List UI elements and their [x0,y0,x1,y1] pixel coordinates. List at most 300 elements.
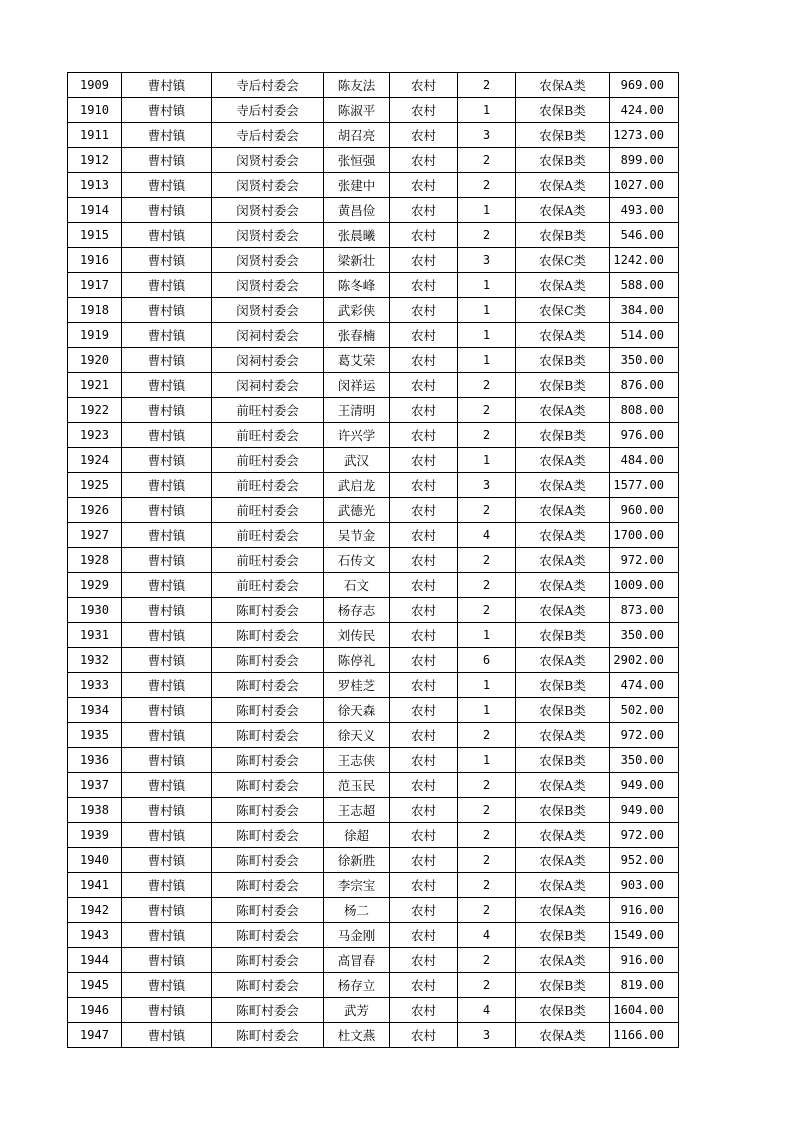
person-name-cell: 范玉民 [324,773,390,798]
table-row [68,473,679,498]
town-cell: 曹村镇 [122,973,212,998]
amount-cell: 819.00 [610,973,679,998]
household-type-cell: 农村 [390,73,458,98]
amount-cell: 972.00 [610,548,679,573]
village-committee-cell: 前旺村委会 [212,448,324,473]
person-name-cell: 闵祥运 [324,373,390,398]
row-number-cell: 1943 [68,923,122,948]
insurance-category-cell: 农保C类 [516,298,610,323]
row-number-cell: 1932 [68,648,122,673]
table-row [68,173,679,198]
household-type-cell: 农村 [390,448,458,473]
household-type-cell: 农村 [390,848,458,873]
table-body [68,73,679,1048]
insurance-category-cell: 农保A类 [516,73,610,98]
household-type-cell: 农村 [390,348,458,373]
insurance-category-cell: 农保A类 [516,598,610,623]
town-cell: 曹村镇 [122,123,212,148]
insurance-category-cell: 农保A类 [516,948,610,973]
town-cell: 曹村镇 [122,673,212,698]
household-type-cell: 农村 [390,623,458,648]
town-cell: 曹村镇 [122,648,212,673]
person-name-cell: 杨存立 [324,973,390,998]
town-cell: 曹村镇 [122,823,212,848]
person-name-cell: 徐天义 [324,723,390,748]
village-committee-cell: 前旺村委会 [212,398,324,423]
household-size-cell: 1 [458,198,516,223]
person-name-cell: 武启龙 [324,473,390,498]
town-cell: 曹村镇 [122,848,212,873]
table-row [68,548,679,573]
amount-cell: 424.00 [610,98,679,123]
household-type-cell: 农村 [390,648,458,673]
village-committee-cell: 闵贤村委会 [212,298,324,323]
town-cell: 曹村镇 [122,73,212,98]
town-cell: 曹村镇 [122,573,212,598]
village-committee-cell: 陈町村委会 [212,848,324,873]
household-size-cell: 3 [458,123,516,148]
household-size-cell: 4 [458,523,516,548]
row-number-cell: 1927 [68,523,122,548]
person-name-cell: 胡召亮 [324,123,390,148]
row-number-cell: 1936 [68,748,122,773]
table-row [68,73,679,98]
town-cell: 曹村镇 [122,898,212,923]
amount-cell: 1604.00 [610,998,679,1023]
household-type-cell: 农村 [390,998,458,1023]
row-number-cell: 1934 [68,698,122,723]
table-row [68,748,679,773]
insurance-category-cell: 农保C类 [516,248,610,273]
household-size-cell: 1 [458,298,516,323]
amount-cell: 1577.00 [610,473,679,498]
village-committee-cell: 陈町村委会 [212,1023,324,1048]
insurance-category-cell: 农保A类 [516,723,610,748]
table-row [68,448,679,473]
household-size-cell: 4 [458,923,516,948]
town-cell: 曹村镇 [122,998,212,1023]
village-committee-cell: 闵贤村委会 [212,223,324,248]
household-type-cell: 农村 [390,123,458,148]
amount-cell: 873.00 [610,598,679,623]
table-row [68,1023,679,1048]
row-number-cell: 1937 [68,773,122,798]
household-type-cell: 农村 [390,223,458,248]
household-type-cell: 农村 [390,573,458,598]
insurance-category-cell: 农保B类 [516,673,610,698]
row-number-cell: 1946 [68,998,122,1023]
town-cell: 曹村镇 [122,1023,212,1048]
insurance-category-cell: 农保A类 [516,848,610,873]
table-row [68,223,679,248]
village-committee-cell: 陈町村委会 [212,773,324,798]
row-number-cell: 1925 [68,473,122,498]
village-committee-cell: 前旺村委会 [212,498,324,523]
insurance-category-cell: 农保B类 [516,748,610,773]
town-cell: 曹村镇 [122,273,212,298]
person-name-cell: 张晨曦 [324,223,390,248]
row-number-cell: 1939 [68,823,122,848]
table-row [68,973,679,998]
person-name-cell: 武德光 [324,498,390,523]
table-row [68,698,679,723]
town-cell: 曹村镇 [122,523,212,548]
amount-cell: 493.00 [610,198,679,223]
village-committee-cell: 前旺村委会 [212,473,324,498]
row-number-cell: 1944 [68,948,122,973]
table-row [68,823,679,848]
town-cell: 曹村镇 [122,873,212,898]
table-row [68,648,679,673]
household-size-cell: 2 [458,423,516,448]
person-name-cell: 葛艾荣 [324,348,390,373]
row-number-cell: 1919 [68,323,122,348]
village-committee-cell: 寺后村委会 [212,98,324,123]
village-committee-cell: 陈町村委会 [212,598,324,623]
insurance-category-cell: 农保A类 [516,498,610,523]
row-number-cell: 1915 [68,223,122,248]
household-size-cell: 2 [458,498,516,523]
row-number-cell: 1917 [68,273,122,298]
household-type-cell: 农村 [390,973,458,998]
insurance-category-cell: 农保B类 [516,973,610,998]
town-cell: 曹村镇 [122,498,212,523]
town-cell: 曹村镇 [122,398,212,423]
row-number-cell: 1910 [68,98,122,123]
amount-cell: 976.00 [610,423,679,448]
town-cell: 曹村镇 [122,348,212,373]
insurance-category-cell: 农保B类 [516,373,610,398]
household-size-cell: 4 [458,998,516,1023]
insurance-category-cell: 农保A类 [516,323,610,348]
person-name-cell: 黄昌俭 [324,198,390,223]
row-number-cell: 1938 [68,798,122,823]
household-size-cell: 2 [458,398,516,423]
person-name-cell: 徐天森 [324,698,390,723]
insurance-category-cell: 农保B类 [516,348,610,373]
amount-cell: 502.00 [610,698,679,723]
row-number-cell: 1913 [68,173,122,198]
row-number-cell: 1940 [68,848,122,873]
household-size-cell: 2 [458,973,516,998]
household-type-cell: 农村 [390,298,458,323]
town-cell: 曹村镇 [122,598,212,623]
household-type-cell: 农村 [390,598,458,623]
village-committee-cell: 前旺村委会 [212,548,324,573]
person-name-cell: 武芳 [324,998,390,1023]
amount-cell: 514.00 [610,323,679,348]
village-committee-cell: 陈町村委会 [212,698,324,723]
amount-cell: 952.00 [610,848,679,873]
allowance-table [67,72,679,1048]
table-row [68,273,679,298]
person-name-cell: 马金刚 [324,923,390,948]
insurance-category-cell: 农保B类 [516,798,610,823]
person-name-cell: 徐超 [324,823,390,848]
amount-cell: 972.00 [610,723,679,748]
row-number-cell: 1935 [68,723,122,748]
amount-cell: 960.00 [610,498,679,523]
village-committee-cell: 前旺村委会 [212,523,324,548]
household-type-cell: 农村 [390,373,458,398]
town-cell: 曹村镇 [122,173,212,198]
village-committee-cell: 陈町村委会 [212,723,324,748]
town-cell: 曹村镇 [122,373,212,398]
household-size-cell: 1 [458,323,516,348]
household-type-cell: 农村 [390,148,458,173]
village-committee-cell: 闵祠村委会 [212,348,324,373]
person-name-cell: 梁新壮 [324,248,390,273]
village-committee-cell: 陈町村委会 [212,973,324,998]
town-cell: 曹村镇 [122,423,212,448]
amount-cell: 1273.00 [610,123,679,148]
amount-cell: 588.00 [610,273,679,298]
village-committee-cell: 前旺村委会 [212,423,324,448]
table-row [68,523,679,548]
person-name-cell: 陈淑平 [324,98,390,123]
town-cell: 曹村镇 [122,223,212,248]
row-number-cell: 1933 [68,673,122,698]
table-row [68,98,679,123]
household-type-cell: 农村 [390,823,458,848]
household-size-cell: 3 [458,248,516,273]
town-cell: 曹村镇 [122,773,212,798]
household-type-cell: 农村 [390,173,458,198]
household-type-cell: 农村 [390,898,458,923]
row-number-cell: 1922 [68,398,122,423]
table-row [68,848,679,873]
table-row [68,998,679,1023]
person-name-cell: 张建中 [324,173,390,198]
household-size-cell: 1 [458,98,516,123]
table-row [68,948,679,973]
amount-cell: 1009.00 [610,573,679,598]
person-name-cell: 杨存志 [324,598,390,623]
table-row [68,498,679,523]
row-number-cell: 1929 [68,573,122,598]
person-name-cell: 武汉 [324,448,390,473]
row-number-cell: 1926 [68,498,122,523]
insurance-category-cell: 农保A类 [516,823,610,848]
household-type-cell: 农村 [390,98,458,123]
household-type-cell: 农村 [390,673,458,698]
table-row [68,923,679,948]
table-row [68,673,679,698]
household-size-cell: 1 [458,273,516,298]
insurance-category-cell: 农保A类 [516,548,610,573]
household-type-cell: 农村 [390,273,458,298]
village-committee-cell: 陈町村委会 [212,898,324,923]
village-committee-cell: 闵祠村委会 [212,323,324,348]
amount-cell: 1166.00 [610,1023,679,1048]
amount-cell: 350.00 [610,623,679,648]
insurance-category-cell: 农保A类 [516,448,610,473]
village-committee-cell: 陈町村委会 [212,648,324,673]
town-cell: 曹村镇 [122,473,212,498]
person-name-cell: 武彩侠 [324,298,390,323]
insurance-category-cell: 农保A类 [516,873,610,898]
person-name-cell: 高冒春 [324,948,390,973]
town-cell: 曹村镇 [122,548,212,573]
town-cell: 曹村镇 [122,948,212,973]
person-name-cell: 吴节金 [324,523,390,548]
household-size-cell: 2 [458,823,516,848]
household-size-cell: 2 [458,948,516,973]
table-row [68,148,679,173]
amount-cell: 350.00 [610,748,679,773]
amount-cell: 1549.00 [610,923,679,948]
person-name-cell: 陈冬峰 [324,273,390,298]
village-committee-cell: 陈町村委会 [212,923,324,948]
household-size-cell: 2 [458,573,516,598]
person-name-cell: 张恒强 [324,148,390,173]
amount-cell: 1027.00 [610,173,679,198]
insurance-category-cell: 农保A类 [516,398,610,423]
person-name-cell: 王志超 [324,798,390,823]
household-size-cell: 6 [458,648,516,673]
table-row [68,323,679,348]
insurance-category-cell: 农保B类 [516,998,610,1023]
person-name-cell: 陈友法 [324,73,390,98]
town-cell: 曹村镇 [122,623,212,648]
table-row [68,373,679,398]
insurance-category-cell: 农保A类 [516,273,610,298]
amount-cell: 916.00 [610,948,679,973]
insurance-category-cell: 农保B类 [516,148,610,173]
insurance-category-cell: 农保A类 [516,573,610,598]
household-size-cell: 2 [458,148,516,173]
town-cell: 曹村镇 [122,323,212,348]
row-number-cell: 1945 [68,973,122,998]
household-size-cell: 3 [458,1023,516,1048]
person-name-cell: 杜文燕 [324,1023,390,1048]
row-number-cell: 1914 [68,198,122,223]
amount-cell: 1242.00 [610,248,679,273]
person-name-cell: 罗桂芝 [324,673,390,698]
village-committee-cell: 陈町村委会 [212,623,324,648]
household-type-cell: 农村 [390,423,458,448]
town-cell: 曹村镇 [122,798,212,823]
household-size-cell: 2 [458,598,516,623]
row-number-cell: 1918 [68,298,122,323]
village-committee-cell: 闵贤村委会 [212,198,324,223]
town-cell: 曹村镇 [122,98,212,123]
household-type-cell: 农村 [390,723,458,748]
amount-cell: 2902.00 [610,648,679,673]
person-name-cell: 杨二 [324,898,390,923]
household-size-cell: 1 [458,623,516,648]
village-committee-cell: 前旺村委会 [212,573,324,598]
household-size-cell: 2 [458,798,516,823]
table-row [68,398,679,423]
person-name-cell: 石文 [324,573,390,598]
household-size-cell: 2 [458,223,516,248]
amount-cell: 876.00 [610,373,679,398]
amount-cell: 916.00 [610,898,679,923]
town-cell: 曹村镇 [122,923,212,948]
household-size-cell: 1 [458,698,516,723]
table-row [68,598,679,623]
village-committee-cell: 寺后村委会 [212,73,324,98]
village-committee-cell: 闵贤村委会 [212,173,324,198]
household-size-cell: 3 [458,473,516,498]
household-size-cell: 2 [458,73,516,98]
person-name-cell: 张春楠 [324,323,390,348]
person-name-cell: 王志侠 [324,748,390,773]
table-row [68,898,679,923]
amount-cell: 949.00 [610,798,679,823]
insurance-category-cell: 农保B类 [516,98,610,123]
person-name-cell: 石传文 [324,548,390,573]
amount-cell: 969.00 [610,73,679,98]
table-row [68,298,679,323]
insurance-category-cell: 农保B类 [516,923,610,948]
village-committee-cell: 闵贤村委会 [212,273,324,298]
village-committee-cell: 闵祠村委会 [212,373,324,398]
amount-cell: 546.00 [610,223,679,248]
household-size-cell: 1 [458,748,516,773]
household-size-cell: 2 [458,848,516,873]
town-cell: 曹村镇 [122,748,212,773]
insurance-category-cell: 农保A类 [516,198,610,223]
town-cell: 曹村镇 [122,448,212,473]
person-name-cell: 刘传民 [324,623,390,648]
village-committee-cell: 寺后村委会 [212,123,324,148]
village-committee-cell: 闵贤村委会 [212,248,324,273]
household-type-cell: 农村 [390,198,458,223]
household-type-cell: 农村 [390,773,458,798]
row-number-cell: 1920 [68,348,122,373]
row-number-cell: 1924 [68,448,122,473]
village-committee-cell: 陈町村委会 [212,673,324,698]
household-size-cell: 1 [458,348,516,373]
village-committee-cell: 陈町村委会 [212,798,324,823]
row-number-cell: 1942 [68,898,122,923]
row-number-cell: 1930 [68,598,122,623]
household-size-cell: 2 [458,548,516,573]
insurance-category-cell: 农保A类 [516,473,610,498]
town-cell: 曹村镇 [122,298,212,323]
table-row [68,123,679,148]
insurance-category-cell: 农保B类 [516,223,610,248]
amount-cell: 899.00 [610,148,679,173]
amount-cell: 808.00 [610,398,679,423]
amount-cell: 350.00 [610,348,679,373]
row-number-cell: 1931 [68,623,122,648]
row-number-cell: 1923 [68,423,122,448]
household-size-cell: 2 [458,173,516,198]
insurance-category-cell: 农保A类 [516,773,610,798]
row-number-cell: 1921 [68,373,122,398]
row-number-cell: 1911 [68,123,122,148]
town-cell: 曹村镇 [122,148,212,173]
town-cell: 曹村镇 [122,698,212,723]
insurance-category-cell: 农保B类 [516,423,610,448]
household-size-cell: 2 [458,898,516,923]
table-row [68,723,679,748]
person-name-cell: 陈停礼 [324,648,390,673]
household-type-cell: 农村 [390,248,458,273]
household-type-cell: 农村 [390,398,458,423]
household-type-cell: 农村 [390,748,458,773]
household-size-cell: 1 [458,673,516,698]
row-number-cell: 1947 [68,1023,122,1048]
insurance-category-cell: 农保B类 [516,123,610,148]
town-cell: 曹村镇 [122,198,212,223]
table-row [68,198,679,223]
household-size-cell: 2 [458,873,516,898]
row-number-cell: 1912 [68,148,122,173]
